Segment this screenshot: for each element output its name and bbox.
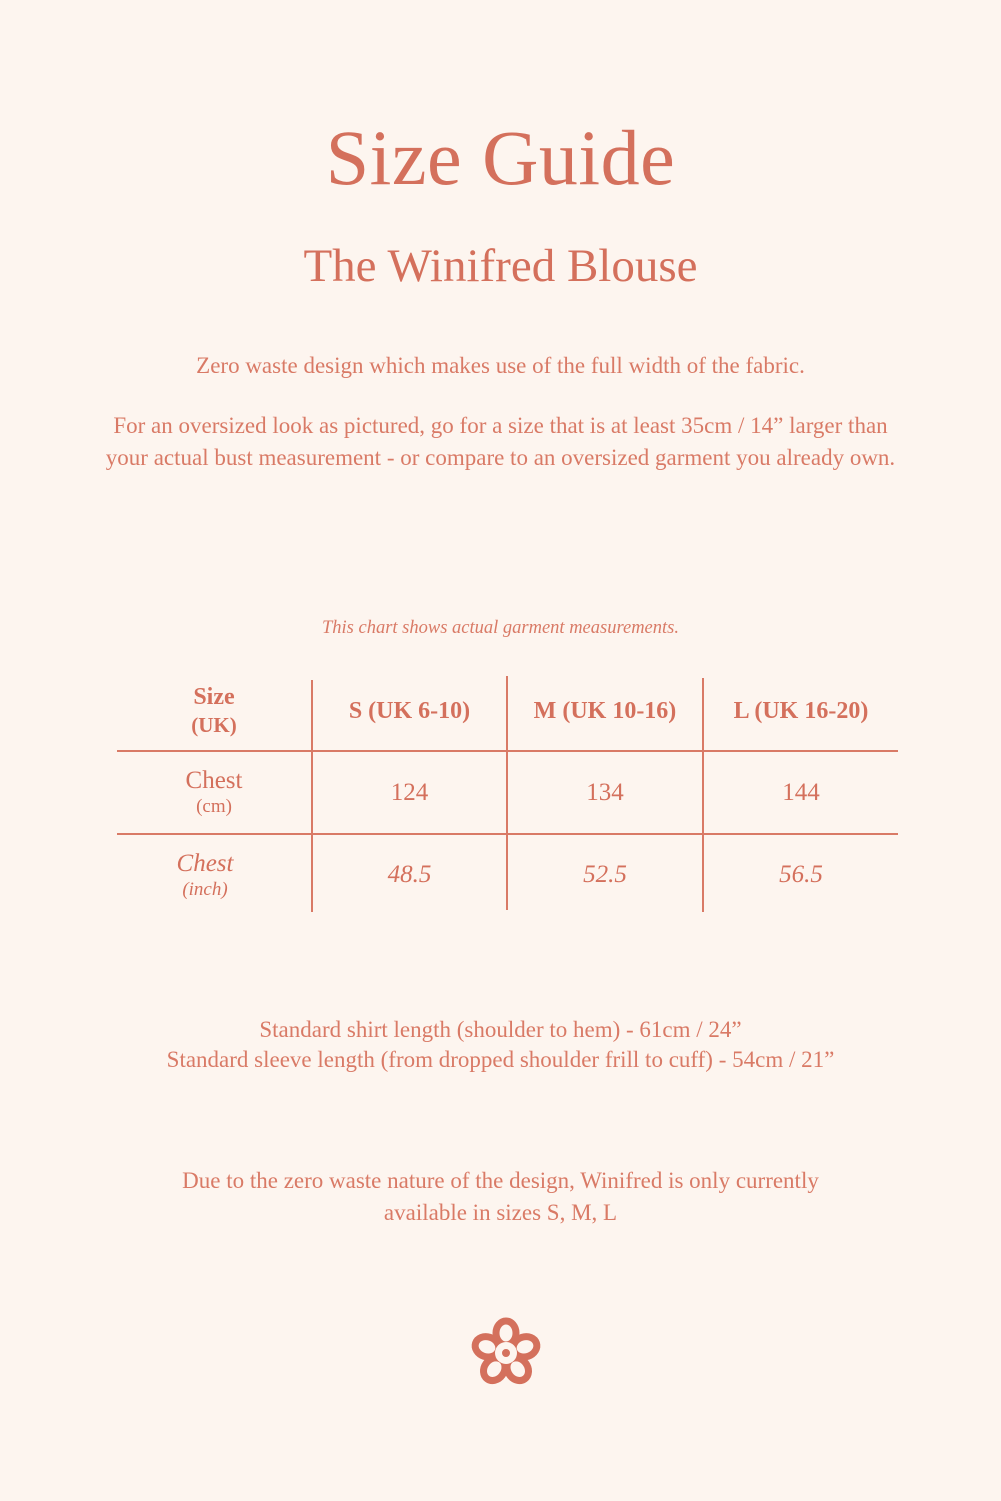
table-header-m [508,672,702,750]
row-unit: (cm) [196,795,232,817]
intro-text: Zero waste design which makes use of the full width of the fabric. [196,353,805,378]
page-subtitle: The Winifred Blouse [303,240,698,292]
shirt-length-text: Standard shirt length (shoulder to hem) - 61cm / 24” [259,1017,742,1042]
table-row-label-inch [117,835,293,917]
column-label: M (UK 10-16) [533,698,677,724]
table-header-size [117,672,311,750]
row-label: Chest [176,850,234,877]
row-unit: (inch) [182,879,228,900]
advice-text: For an oversized look as pictured, go for a size that is at least 35cm / 14” larger than your actual bust measurement - or compare to an oversized garment you already own. [105,413,896,470]
size-table [117,672,898,912]
flower-dot [502,1349,510,1357]
table-cell: 124 [390,778,429,806]
row-label: Chest [185,766,243,794]
sleeve-length-text: Standard sleeve length (from dropped shoulder frill to cuff) - 54cm / 21” [166,1047,835,1072]
table-header-l [704,672,898,750]
page-title: Size Guide [325,114,676,201]
table-cell: 134 [586,778,624,806]
chart-note: This chart shows actual garment measurements. [322,618,679,638]
flower-icon [466,1313,546,1393]
table-cell: 52.5 [583,861,627,888]
column-label: S (UK 6-10) [348,698,471,724]
table-cell: 144 [782,778,820,806]
table-cell: 56.5 [779,861,823,888]
column-label: L (UK 16-20) [733,698,869,724]
availability-text: Due to the zero waste nature of the design, Winifred is only currently available in sizes S, M, L [182,1168,819,1225]
table-row-label-cm [117,752,311,833]
table-header-s [313,672,506,750]
header-size-unit: (UK) [191,713,237,737]
table-cell: 48.5 [387,861,432,888]
header-size-label: Size [193,684,235,710]
